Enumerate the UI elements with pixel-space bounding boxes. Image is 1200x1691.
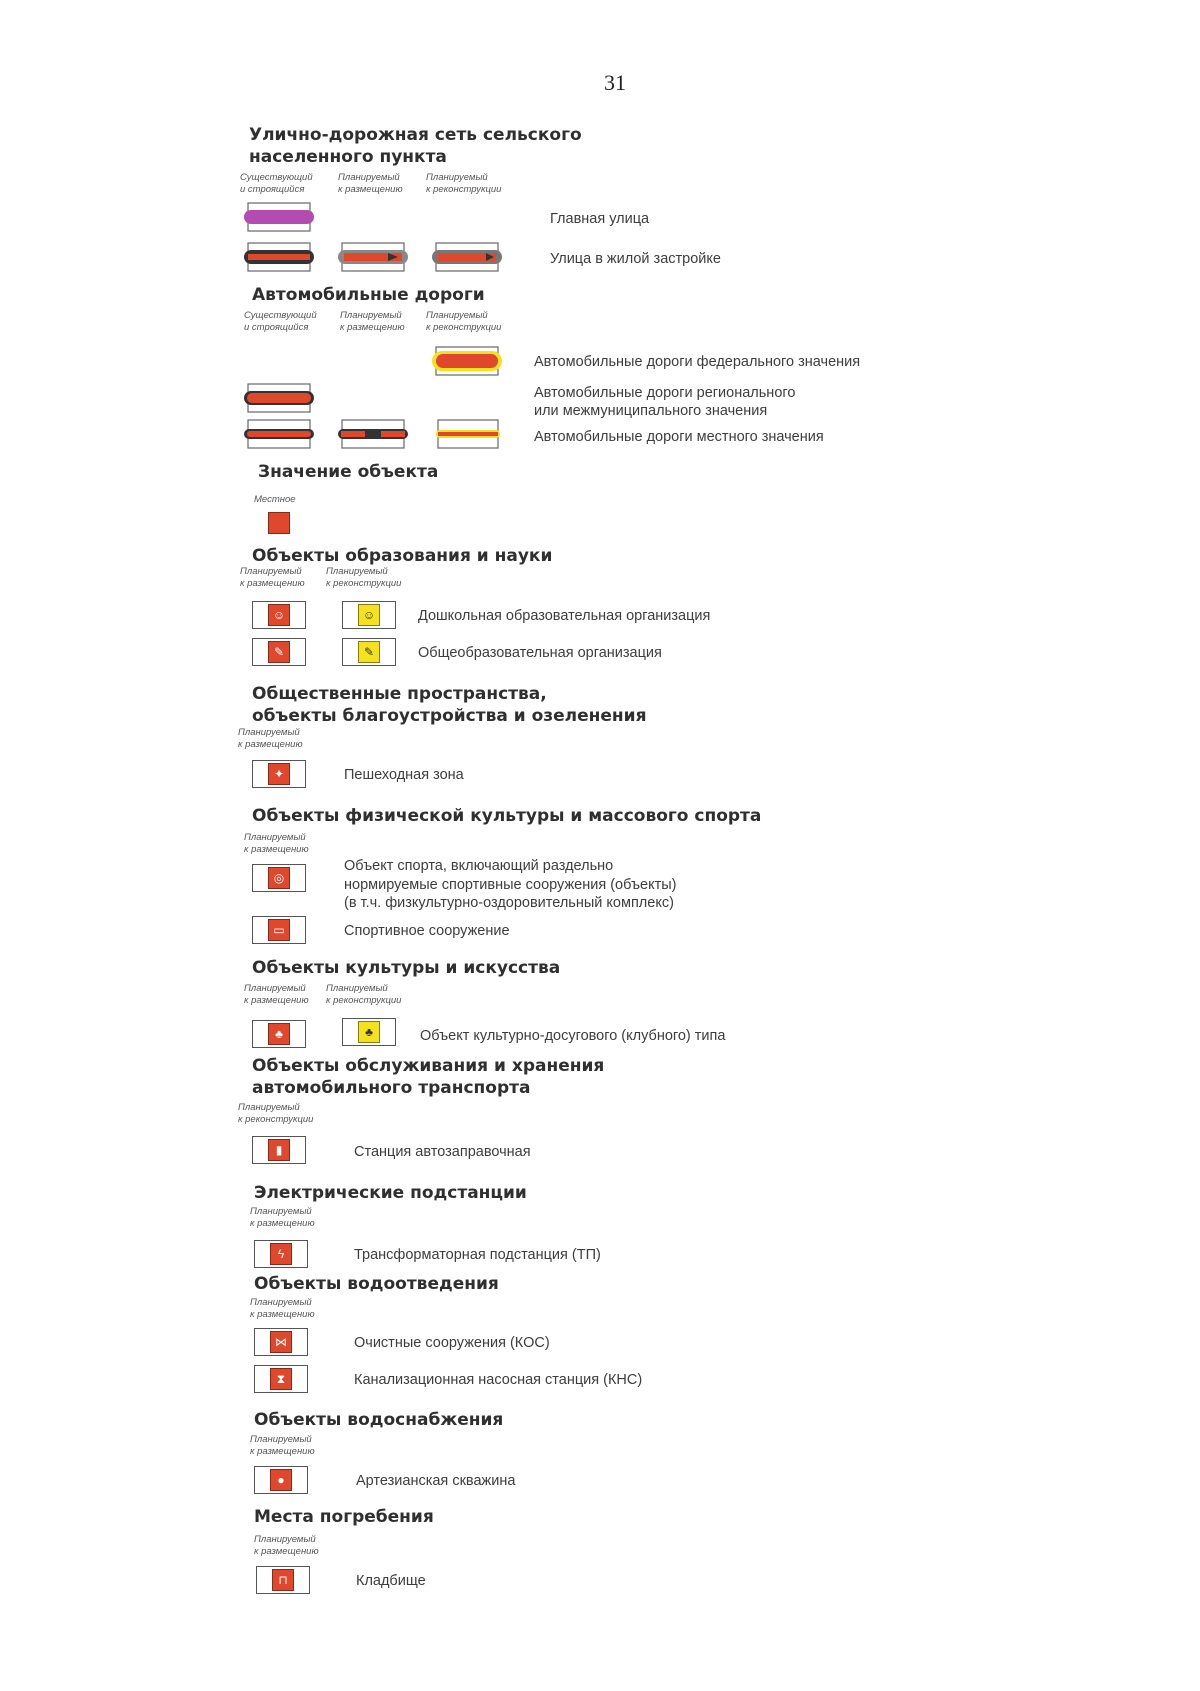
col-planned: Планируемый к размещению xyxy=(340,310,405,333)
section-title-burial: Места погребения xyxy=(254,1507,434,1527)
label-local-road: Автомобильные дороги местного значения xyxy=(534,429,824,445)
section-title-roads: Автомобильные дороги xyxy=(252,285,485,305)
section-title-public-2: объекты благоустройства и озеленения xyxy=(252,706,647,726)
col-planned: Планируемый к размещению xyxy=(244,983,309,1006)
main-street-symbol xyxy=(244,202,314,232)
label-main-street: Главная улица xyxy=(550,211,650,227)
club-planned-icon: ♣ xyxy=(252,1020,306,1048)
local-road-planned xyxy=(338,419,408,449)
col-planned: Планируемый к размещению xyxy=(250,1206,315,1229)
cemetery-icon: ⊓ xyxy=(256,1566,310,1594)
col-planned: Планируемый к размещению xyxy=(250,1434,315,1457)
col-reconstruct: Планируемый к реконструкции xyxy=(426,310,502,333)
substation-icon: ϟ xyxy=(254,1240,308,1268)
label-sport-complex-3: (в т.ч. физкультурно-оздоровительный комплекс) xyxy=(344,895,674,911)
local-significance-swatch xyxy=(268,512,290,534)
kindergarten-reconstruct-icon: ☺ xyxy=(342,601,396,629)
col-reconstruct: Планируемый к реконструкции xyxy=(326,566,402,589)
label-artesian-well: Артезианская скважина xyxy=(356,1473,516,1489)
sewage-pump-icon: ⧗ xyxy=(254,1365,308,1393)
col-reconstruct: Планируемый к реконструкции xyxy=(426,172,502,195)
sport-facility-icon: ▭ xyxy=(252,916,306,944)
federal-road-symbol xyxy=(432,346,502,376)
label-club: Объект культурно-досугового (клубного) типа xyxy=(420,1028,726,1044)
section-title-education: Объекты образования и науки xyxy=(252,546,553,566)
treatment-plant-icon: ⋈ xyxy=(254,1328,308,1356)
label-gas-station: Станция автозаправочная xyxy=(354,1144,531,1160)
col-existing: Существующий и строящийся xyxy=(240,172,313,195)
section-title-transport-2: автомобильного транспорта xyxy=(252,1078,531,1098)
section-title-sport: Объекты физической культуры и массового спорта xyxy=(252,806,762,826)
section-title-streets-2: населенного пункта xyxy=(249,147,447,167)
label-federal-road: Автомобильные дороги федерального значения xyxy=(534,354,861,370)
col-planned: Планируемый к размещению xyxy=(254,1534,319,1557)
section-title-electric: Электрические подстанции xyxy=(254,1183,527,1203)
sport-complex-icon: ◎ xyxy=(252,864,306,892)
local-road-reconstruct xyxy=(436,419,500,449)
section-title-water: Объекты водоснабжения xyxy=(254,1410,504,1430)
section-title-significance: Значение объекта xyxy=(258,462,439,482)
col-planned: Планируемый к размещению xyxy=(250,1297,315,1320)
label-sport-complex-2: нормируемые спортивные сооружения (объекты) xyxy=(344,877,677,893)
section-title-transport-1: Объекты обслуживания и хранения xyxy=(252,1056,605,1076)
gas-station-icon: ▮ xyxy=(252,1136,306,1164)
significance-local-label: Местное xyxy=(254,494,296,505)
label-residential-street: Улица в жилой застройке xyxy=(550,251,721,267)
section-title-culture: Объекты культуры и искусства xyxy=(252,958,561,978)
residential-street-reconstruct xyxy=(432,242,502,272)
label-kindergarten: Дошкольная образовательная организация xyxy=(418,608,711,624)
residential-street-existing xyxy=(244,242,314,272)
regional-road-symbol xyxy=(244,383,314,413)
local-road-existing xyxy=(244,419,314,449)
label-sewage-pump: Канализационная насосная станция (КНС) xyxy=(354,1372,643,1388)
label-sport-complex-1: Объект спорта, включающий раздельно xyxy=(344,858,614,874)
section-title-streets-1: Улично-дорожная сеть сельского xyxy=(249,125,582,145)
pedestrian-zone-icon: ✦ xyxy=(252,760,306,788)
label-regional-road-1: Автомобильные дороги регионального xyxy=(534,385,796,401)
col-existing: Существующий и строящийся xyxy=(244,310,317,333)
page-number: 31 xyxy=(604,70,626,95)
label-treatment-plant: Очистные сооружения (КОС) xyxy=(354,1335,550,1351)
label-school: Общеобразовательная организация xyxy=(418,645,662,661)
club-reconstruct-icon: ♣ xyxy=(342,1018,396,1046)
artesian-well-icon: ● xyxy=(254,1466,308,1494)
col-planned: Планируемый к размещению xyxy=(238,727,303,750)
label-regional-road-2: или межмуниципального значения xyxy=(534,403,768,419)
school-reconstruct-icon: ✎ xyxy=(342,638,396,666)
label-sport-facility: Спортивное сооружение xyxy=(344,923,510,939)
section-title-drainage: Объекты водоотведения xyxy=(254,1274,499,1294)
col-planned: Планируемый к размещению xyxy=(338,172,403,195)
section-title-public-1: Общественные пространства, xyxy=(252,684,547,704)
kindergarten-planned-icon: ☺ xyxy=(252,601,306,629)
col-planned: Планируемый к размещению xyxy=(244,832,309,855)
label-pedestrian-zone: Пешеходная зона xyxy=(344,767,464,783)
label-cemetery: Кладбище xyxy=(356,1573,426,1589)
label-substation: Трансформаторная подстанция (ТП) xyxy=(354,1247,601,1263)
school-planned-icon: ✎ xyxy=(252,638,306,666)
col-reconstruct: Планируемый к реконструкции xyxy=(238,1102,314,1125)
col-reconstruct: Планируемый к реконструкции xyxy=(326,983,402,1006)
col-planned: Планируемый к размещению xyxy=(240,566,305,589)
residential-street-planned xyxy=(338,242,408,272)
